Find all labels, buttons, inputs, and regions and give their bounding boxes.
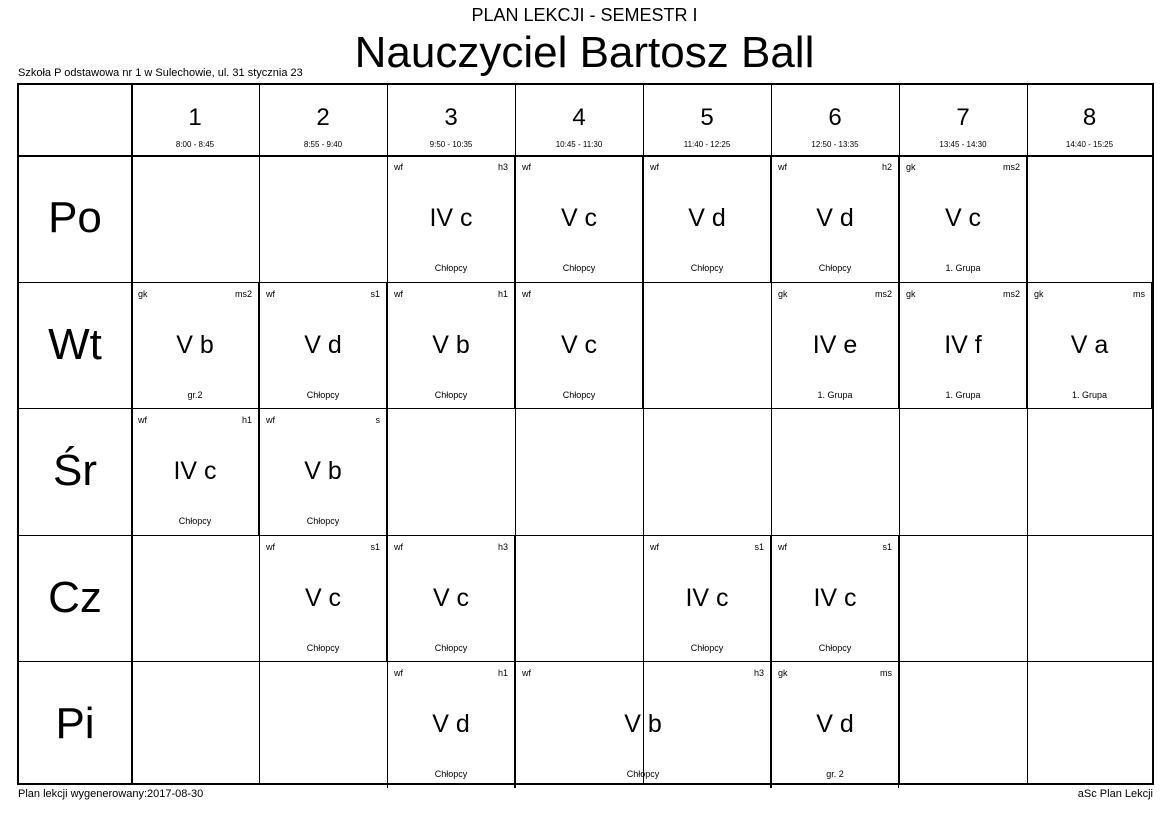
lesson-class: V c [560, 204, 598, 232]
lesson-room: s1 [370, 541, 380, 552]
lesson-group: 1. Grupa [1071, 389, 1108, 400]
period-number: 5 [700, 104, 714, 131]
lesson-class: V d [816, 204, 854, 232]
lesson-subject: wf [778, 162, 787, 172]
lesson-card [515, 282, 643, 409]
grid-hline [19, 535, 1152, 536]
lesson-group: Chłopcy [306, 516, 340, 526]
day-label: Pi [55, 699, 95, 748]
period-number: 3 [444, 104, 458, 131]
lesson-card [259, 535, 387, 662]
period-header [131, 85, 259, 155]
lesson-group: Chłopcy [626, 769, 660, 779]
lesson-group: gr.2 [187, 389, 203, 400]
lesson-room: ms [880, 668, 892, 678]
lesson-room: ms [1133, 288, 1145, 299]
grid-vline [1027, 85, 1028, 783]
lesson-card [515, 661, 771, 788]
lesson-subject: gk [1034, 288, 1044, 299]
period-header [771, 85, 899, 155]
period-header [899, 85, 1027, 155]
lesson-room: ms2 [1002, 288, 1020, 299]
lesson-room: s1 [882, 541, 892, 552]
lesson-class: IV c [429, 204, 473, 232]
period-header [1027, 85, 1152, 155]
lesson-class: V c [560, 330, 598, 359]
lesson-class: V b [304, 457, 342, 485]
subtitle: PLAN LEKCJI - SEMESTR I [471, 5, 698, 25]
footer-generated: Plan lekcji wygenerowany:2017-08-30 [18, 788, 204, 800]
period-time: 14:40 - 15:25 [1065, 140, 1114, 149]
lesson-card [387, 535, 515, 662]
day-label: Śr [53, 446, 97, 495]
lesson-group: gr. 2 [826, 769, 844, 779]
lesson-room: h1 [497, 288, 508, 299]
lesson-subject: gk [138, 288, 148, 299]
lesson-group: Chłopcy [434, 263, 468, 273]
lesson-card [387, 282, 515, 409]
day-label: Po [48, 193, 102, 242]
lesson-subject: wf [650, 162, 659, 172]
lesson-subject: wf [394, 162, 403, 172]
lesson-group: Chłopcy [562, 389, 596, 400]
lesson-subject: gk [906, 288, 916, 299]
lesson-class: IV c [685, 583, 729, 612]
lesson-class: V c [944, 204, 982, 232]
lesson-group: Chłopcy [562, 263, 596, 273]
timetable-grid [17, 83, 1154, 785]
lesson-group: Chłopcy [434, 769, 468, 779]
lesson-room: ms2 [1002, 162, 1020, 172]
lesson-group: Chłopcy [818, 642, 852, 653]
period-time: 12:50 - 13:35 [811, 140, 859, 149]
lesson-subject: wf [394, 288, 403, 299]
lesson-class: V c [432, 583, 470, 612]
period-number: 8 [1082, 104, 1097, 131]
period-time: 11:40 - 12:25 [683, 140, 731, 149]
lesson-class: V c [304, 583, 342, 612]
period-time: 9:50 - 10:35 [429, 140, 473, 149]
lesson-subject: wf [266, 541, 275, 552]
page-title: Nauczyciel Bartosz Ball [354, 28, 815, 77]
lesson-room: s1 [754, 541, 764, 552]
lesson-card [899, 155, 1027, 282]
lesson-group: Chłopcy [690, 263, 724, 273]
lesson-card [643, 155, 771, 282]
footer-software: aSc Plan Lekcji [1077, 788, 1153, 800]
lesson-group: 1. Grupa [817, 389, 853, 400]
lesson-card [131, 282, 259, 409]
lesson-card [131, 408, 259, 535]
lesson-class: IV c [173, 457, 217, 485]
lesson-group: Chłopcy [434, 389, 468, 400]
lesson-card [259, 282, 387, 409]
lesson-subject: gk [906, 162, 916, 172]
period-number: 1 [188, 104, 202, 131]
period-number: 6 [828, 104, 842, 131]
lesson-card [899, 282, 1027, 409]
lesson-subject: wf [266, 415, 275, 425]
lesson-card [643, 535, 771, 662]
lesson-subject: wf [394, 541, 403, 552]
lesson-subject: wf [650, 541, 659, 552]
period-header [387, 85, 515, 155]
lesson-subject: gk [778, 668, 788, 678]
lesson-class: V d [432, 710, 470, 738]
lesson-room: h1 [497, 668, 508, 678]
lesson-group: 1. Grupa [945, 263, 981, 273]
lesson-subject: wf [522, 162, 531, 172]
lesson-group: Chłopcy [434, 642, 468, 653]
period-header [643, 85, 771, 155]
period-time: 13:45 - 14:30 [939, 140, 987, 149]
period-header [259, 85, 387, 155]
period-time: 8:00 - 8:45 [175, 140, 215, 149]
day-label: Cz [48, 572, 102, 622]
period-time: 8:55 - 9:40 [303, 140, 343, 149]
lesson-group: 1. Grupa [945, 389, 981, 400]
lesson-group: Chłopcy [690, 642, 724, 653]
lesson-room: ms2 [874, 288, 892, 299]
period-number: 4 [572, 104, 586, 131]
lesson-card [771, 661, 899, 788]
lesson-card [387, 155, 515, 282]
lesson-room: h3 [753, 668, 764, 678]
lesson-class: V a [1070, 330, 1109, 359]
day-label: Wt [48, 319, 102, 369]
period-number: 2 [316, 104, 330, 131]
lesson-card [771, 282, 899, 409]
lesson-subject: wf [138, 415, 147, 425]
lesson-subject: wf [522, 668, 531, 678]
lesson-room: h2 [881, 162, 892, 172]
lesson-room: s1 [370, 288, 380, 299]
lesson-class: V d [688, 204, 726, 232]
lesson-class: V b [624, 710, 662, 738]
lesson-group: Chłopcy [818, 263, 852, 273]
lesson-subject: gk [778, 288, 788, 299]
lesson-group: Chłopcy [306, 642, 340, 653]
lesson-subject: wf [522, 288, 531, 299]
period-time: 10:45 - 11:30 [555, 140, 603, 149]
lesson-card [259, 408, 387, 535]
lesson-room: h3 [497, 541, 508, 552]
lesson-class: IV e [812, 330, 858, 359]
lesson-card [771, 535, 899, 662]
lesson-subject: wf [778, 541, 787, 552]
lesson-room: h1 [241, 415, 252, 425]
lesson-class: V d [816, 710, 854, 738]
lesson-class: IV c [813, 583, 857, 612]
lesson-card [771, 155, 899, 282]
lesson-room: s [375, 415, 380, 425]
lesson-group: Chłopcy [178, 516, 212, 526]
lesson-room: ms2 [234, 288, 252, 299]
lesson-card [387, 661, 515, 788]
lesson-class: V b [176, 330, 214, 359]
lesson-group: Chłopcy [306, 389, 340, 400]
lesson-class: V d [304, 330, 342, 359]
lesson-room: h3 [497, 162, 508, 172]
period-header [515, 85, 643, 155]
lesson-class: V b [432, 330, 470, 359]
lesson-card [515, 155, 643, 282]
lesson-subject: wf [266, 288, 275, 299]
lesson-card [1027, 282, 1152, 409]
school-name: Szkoła P odstawowa nr 1 w Sulechowie, ul. 31 stycznia 23 [18, 67, 303, 79]
period-number: 7 [956, 104, 970, 131]
lesson-subject: wf [394, 668, 403, 678]
lesson-class: IV f [944, 330, 982, 359]
